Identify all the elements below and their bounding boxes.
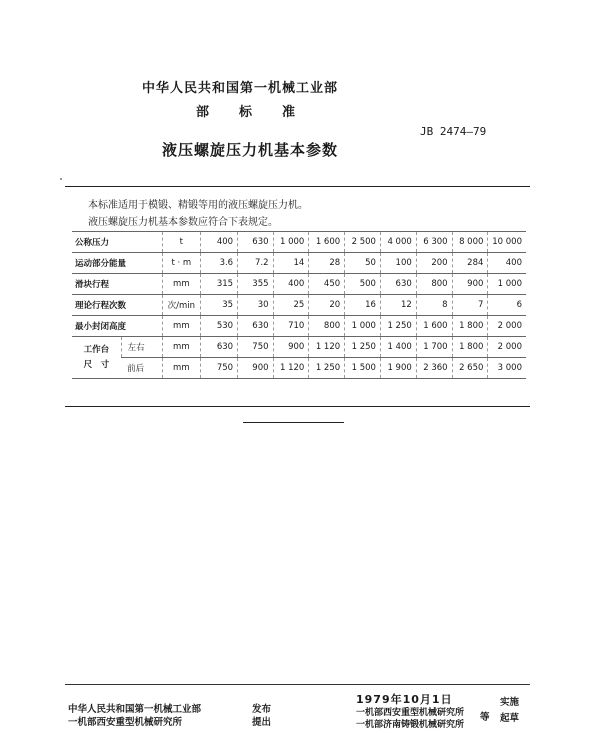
row-value: 6 bbox=[488, 295, 526, 316]
row-value: 25 bbox=[273, 295, 309, 316]
row-value: 630 bbox=[380, 274, 416, 295]
table-row bbox=[72, 253, 526, 274]
row-value: 1 000 bbox=[345, 316, 381, 337]
row-value: 450 bbox=[309, 274, 345, 295]
footer-propose-action: 提出 bbox=[252, 717, 272, 728]
row-label: 运动部分能量 bbox=[72, 253, 162, 274]
row-value: 8 bbox=[416, 295, 452, 316]
footer-drafter-1: 一机部西安重型机械研究所 bbox=[356, 708, 465, 718]
row-value: 20 bbox=[309, 295, 345, 316]
row-value: 12 bbox=[380, 295, 416, 316]
row-value: 35 bbox=[200, 295, 237, 316]
row-value: 2 000 bbox=[488, 337, 526, 358]
row-value: 1 000 bbox=[488, 274, 526, 295]
row-value: 530 bbox=[200, 316, 237, 337]
row-value: 800 bbox=[416, 274, 452, 295]
row-value: 2 360 bbox=[416, 358, 452, 379]
ministry-heading: 中华人民共和国第一机械工业部 bbox=[142, 81, 339, 96]
row-value: 400 bbox=[488, 253, 526, 274]
row-value: 7.2 bbox=[238, 253, 273, 274]
standard-type-char: 标 bbox=[239, 105, 253, 120]
row-value: 1 700 bbox=[416, 337, 452, 358]
row-unit: mm bbox=[162, 337, 200, 358]
table-row bbox=[72, 316, 526, 337]
row-value: 3.6 bbox=[200, 253, 237, 274]
row-unit: t bbox=[162, 232, 200, 253]
row-value: 14 bbox=[273, 253, 309, 274]
row-value: 800 bbox=[309, 316, 345, 337]
row-value: 2 500 bbox=[345, 232, 381, 253]
row-value: 16 bbox=[345, 295, 381, 316]
row-unit: t · m bbox=[162, 253, 200, 274]
table-row bbox=[72, 337, 526, 358]
parameters-body bbox=[72, 232, 526, 379]
row-value: 30 bbox=[238, 295, 273, 316]
row-value: 750 bbox=[200, 358, 237, 379]
end-rule bbox=[243, 422, 344, 423]
row-value: 900 bbox=[238, 358, 273, 379]
row-label: 理论行程次数 bbox=[72, 295, 162, 316]
worktable-label bbox=[72, 337, 121, 379]
row-value: 10 000 bbox=[488, 232, 526, 253]
worktable-sub-label: 左右 bbox=[121, 337, 162, 358]
row-value: 2 650 bbox=[452, 358, 488, 379]
footer-proposer: 一机部西安重型机械研究所 bbox=[68, 717, 183, 728]
standard-type-char: 准 bbox=[282, 105, 296, 120]
row-value: 900 bbox=[452, 274, 488, 295]
speck bbox=[60, 178, 62, 180]
table-row bbox=[72, 232, 526, 253]
worktable-label-line: 工作台 bbox=[83, 344, 110, 355]
row-unit: mm bbox=[162, 274, 200, 295]
footer-issue-action: 发布 bbox=[252, 704, 272, 715]
row-value: 4 000 bbox=[380, 232, 416, 253]
row-value: 1 400 bbox=[380, 337, 416, 358]
row-value: 1 900 bbox=[380, 358, 416, 379]
table-row bbox=[72, 274, 526, 295]
footer-deng: 等 bbox=[480, 712, 490, 723]
row-value: 1 250 bbox=[345, 337, 381, 358]
row-value: 315 bbox=[200, 274, 237, 295]
row-value: 630 bbox=[200, 337, 237, 358]
intro-paragraph-2: 液压螺旋压力机基本参数应符合下表规定。 bbox=[88, 217, 278, 228]
row-value: 1 500 bbox=[345, 358, 381, 379]
footer-draft: 起草 bbox=[500, 713, 520, 724]
row-value: 355 bbox=[238, 274, 273, 295]
row-value: 630 bbox=[238, 316, 273, 337]
row-value: 1 250 bbox=[309, 358, 345, 379]
row-label: 滑块行程 bbox=[72, 274, 162, 295]
row-value: 50 bbox=[345, 253, 381, 274]
row-value: 1 250 bbox=[380, 316, 416, 337]
table-row bbox=[72, 358, 526, 379]
footer-issuer: 中华人民共和国第一机械工业部 bbox=[68, 704, 202, 715]
footer-rule bbox=[65, 684, 530, 685]
footer-drafter-2: 一机部济南铸锻机械研究所 bbox=[356, 720, 465, 730]
row-value: 3 000 bbox=[488, 358, 526, 379]
intro-paragraph-1: 本标准适用于模锻、精锻等用的液压螺旋压力机。 bbox=[88, 200, 308, 211]
worktable-label-line: 尺 寸 bbox=[83, 359, 110, 370]
row-value: 1 600 bbox=[416, 316, 452, 337]
row-value: 1 120 bbox=[273, 358, 309, 379]
row-value: 1 800 bbox=[452, 337, 488, 358]
row-value: 900 bbox=[273, 337, 309, 358]
standard-type-char: 部 bbox=[196, 105, 210, 120]
row-value: 1 800 bbox=[452, 316, 488, 337]
row-label: 公称压力 bbox=[72, 232, 162, 253]
row-unit: mm bbox=[162, 358, 200, 379]
document-title: 液压螺旋压力机基本参数 bbox=[162, 141, 339, 159]
row-label: 最小封闭高度 bbox=[72, 316, 162, 337]
row-value: 710 bbox=[273, 316, 309, 337]
row-value: 6 300 bbox=[416, 232, 452, 253]
row-value: 750 bbox=[238, 337, 273, 358]
row-unit: 次/min bbox=[162, 295, 200, 316]
row-unit: mm bbox=[162, 316, 200, 337]
parameters-table bbox=[72, 231, 526, 379]
row-value: 400 bbox=[273, 274, 309, 295]
top-rule bbox=[65, 186, 530, 187]
standard-type bbox=[196, 101, 325, 120]
row-value: 28 bbox=[309, 253, 345, 274]
footer-implement: 实施 bbox=[500, 697, 520, 708]
row-value: 8 000 bbox=[452, 232, 488, 253]
standard-number: JB 2474—79 bbox=[420, 125, 487, 138]
row-value: 400 bbox=[200, 232, 237, 253]
row-value: 1 000 bbox=[273, 232, 309, 253]
row-value: 100 bbox=[380, 253, 416, 274]
table-row bbox=[72, 295, 526, 316]
row-value: 630 bbox=[238, 232, 273, 253]
row-value: 200 bbox=[416, 253, 452, 274]
row-value: 1 120 bbox=[309, 337, 345, 358]
footer-date: 1979年10月1日 bbox=[356, 693, 453, 706]
row-value: 500 bbox=[345, 274, 381, 295]
bottom-rule bbox=[65, 406, 530, 407]
row-value: 1 600 bbox=[309, 232, 345, 253]
row-value: 7 bbox=[452, 295, 488, 316]
row-value: 284 bbox=[452, 253, 488, 274]
worktable-sub-label: 前后 bbox=[121, 358, 162, 379]
row-value: 2 000 bbox=[488, 316, 526, 337]
